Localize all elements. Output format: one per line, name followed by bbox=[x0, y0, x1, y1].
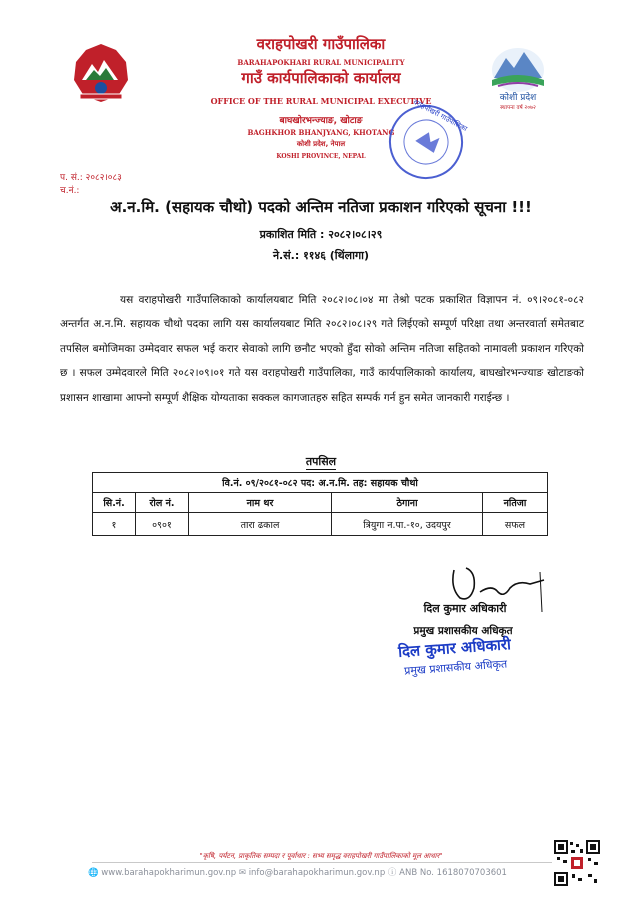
col-result: नतिजा bbox=[483, 493, 548, 513]
municipality-name-np: वराहपोखरी गाउँपालिका bbox=[256, 35, 386, 53]
dispatch-number: च.नं.: bbox=[60, 186, 80, 196]
cell-name: तारा ढकाल bbox=[189, 513, 332, 536]
footer-anb: ANB No. 1618070703601 bbox=[399, 868, 507, 878]
notice-title: अ.न.मि. (सहायक चौथो) पदको अन्तिम नतिजा प्रकाशन गरिएको सूचना !!! bbox=[110, 198, 532, 216]
qr-code-icon[interactable] bbox=[554, 840, 600, 886]
address-en: BAGHKHOR BHANJYANG, KHOTANG bbox=[247, 128, 395, 137]
municipality-name-en: BARAHAPOKHARI RURAL MUNICIPALITY bbox=[237, 58, 405, 67]
footer-motto: "कृषि, पर्यटन, प्राकृतिक सम्पदा र पूर्वाधार : सभ्य समृद्ध वराहपोखरी गाउँपालिकाको मूल आधार" bbox=[199, 852, 443, 860]
table-header-row bbox=[93, 493, 548, 513]
cell-result: सफल bbox=[483, 513, 548, 536]
table-caption: वि.नं. ०९/२०८१-०८२ पद: अ.न.मि. तह: सहायक चौथो bbox=[93, 473, 548, 493]
post-stamp: प्रमुख प्रशासकीय अधिकृत bbox=[403, 657, 508, 678]
footer-contact bbox=[88, 866, 568, 878]
col-serial: सि.नं. bbox=[93, 493, 136, 513]
province-en: KOSHI PROVINCE, NEPAL bbox=[276, 153, 366, 160]
address-np: बाघखोरभन्ज्याङ, खोटाङ bbox=[279, 116, 363, 126]
nepal-sambat-date: ने.सं.: ११४६ (थिंलागा) bbox=[272, 249, 370, 262]
name-stamp: दिल कुमार अधिकारी bbox=[397, 635, 512, 661]
province-np: कोशी प्रदेश, नेपाल bbox=[296, 140, 346, 148]
seal-text: वराहपोखरी गाउँपालिका bbox=[411, 97, 469, 134]
signatory-name: दिल कुमार अधिकारी bbox=[423, 602, 507, 615]
cell-address: त्रियुगा न.पा.-१०, उदयपुर bbox=[332, 513, 483, 536]
anb-icon: ⓘ bbox=[387, 868, 397, 878]
schedule-heading: तपसिल bbox=[305, 455, 337, 468]
mail-icon: ✉ bbox=[238, 868, 246, 878]
col-roll: रोल नं. bbox=[136, 493, 189, 513]
office-seal-stamp bbox=[380, 96, 472, 188]
cell-roll: ०९०१ bbox=[136, 513, 189, 536]
col-name: नाम थर bbox=[189, 493, 332, 513]
koshi-province-logo bbox=[478, 40, 558, 112]
notice-body: यस वराहपोखरी गाउँपालिकाको कार्यालयबाट मिति २०८२।०८।०४ मा तेश्रो पटक प्रकाशित विज्ञापन नं. ०९।२०८१-०८२ अन्तर्गत अ.न.मि. सहायक चौथो पदका लागि यस कार्यालयबाट मिति २०८२।०८।२९ गते लिईएको सम्पूर्ण परिक्षा तथा अन्तरवार्ता समेतबाट तपसिल बमोजिमका उम्मेदवार सफल भई करार सेवाको लागि छनौट भएको हुँदा सोको अन्तिम नतिजा सहितको नामावली प्रकाशन गरिएको छ । सफल उम्मेदवारले मिति २०८२।०९।०१ गते यस वराहपोखरी गाउँपालिका, गाउँ कार्यपालिकाको कार्यालय, बाघखोरभन्ज्याङ खोटाङको प्रशासन शाखामा आफ्नो सम्पूर्ण शैक्षिक योग्यताका सक्कल कागजातहरु सहित सम्पर्क गर्न हुन समेत जानकारी गराईन्छ । bbox=[60, 294, 584, 404]
reference-number: प. सं.: २०८२।०८३ bbox=[60, 173, 122, 183]
right-logo-title: कोशी प्रदेश bbox=[499, 93, 537, 103]
published-date: प्रकाशित मिति : २०८२।०८।२९ bbox=[259, 228, 383, 241]
footer-divider bbox=[92, 862, 552, 863]
office-name-np: गाउँ कार्यपालिकाको कार्यालय bbox=[241, 69, 401, 87]
footer-website[interactable]: www.barahapokharimun.gov.np bbox=[101, 868, 237, 878]
cell-serial: १ bbox=[93, 513, 136, 536]
footer-email[interactable]: info@barahapokharimun.gov.np bbox=[248, 868, 386, 878]
result-table bbox=[92, 472, 548, 536]
office-name-en: OFFICE OF THE RURAL MUNICIPAL EXECUTIVE bbox=[210, 96, 432, 106]
signatory-post: प्रमुख प्रशासकीय अधिकृत bbox=[413, 625, 513, 637]
right-logo-subtitle: स्थापना वर्ष २०७२ bbox=[500, 105, 536, 111]
col-address: ठेगाना bbox=[332, 493, 483, 513]
table-row bbox=[93, 513, 548, 536]
globe-icon: 🌐 bbox=[88, 868, 99, 878]
